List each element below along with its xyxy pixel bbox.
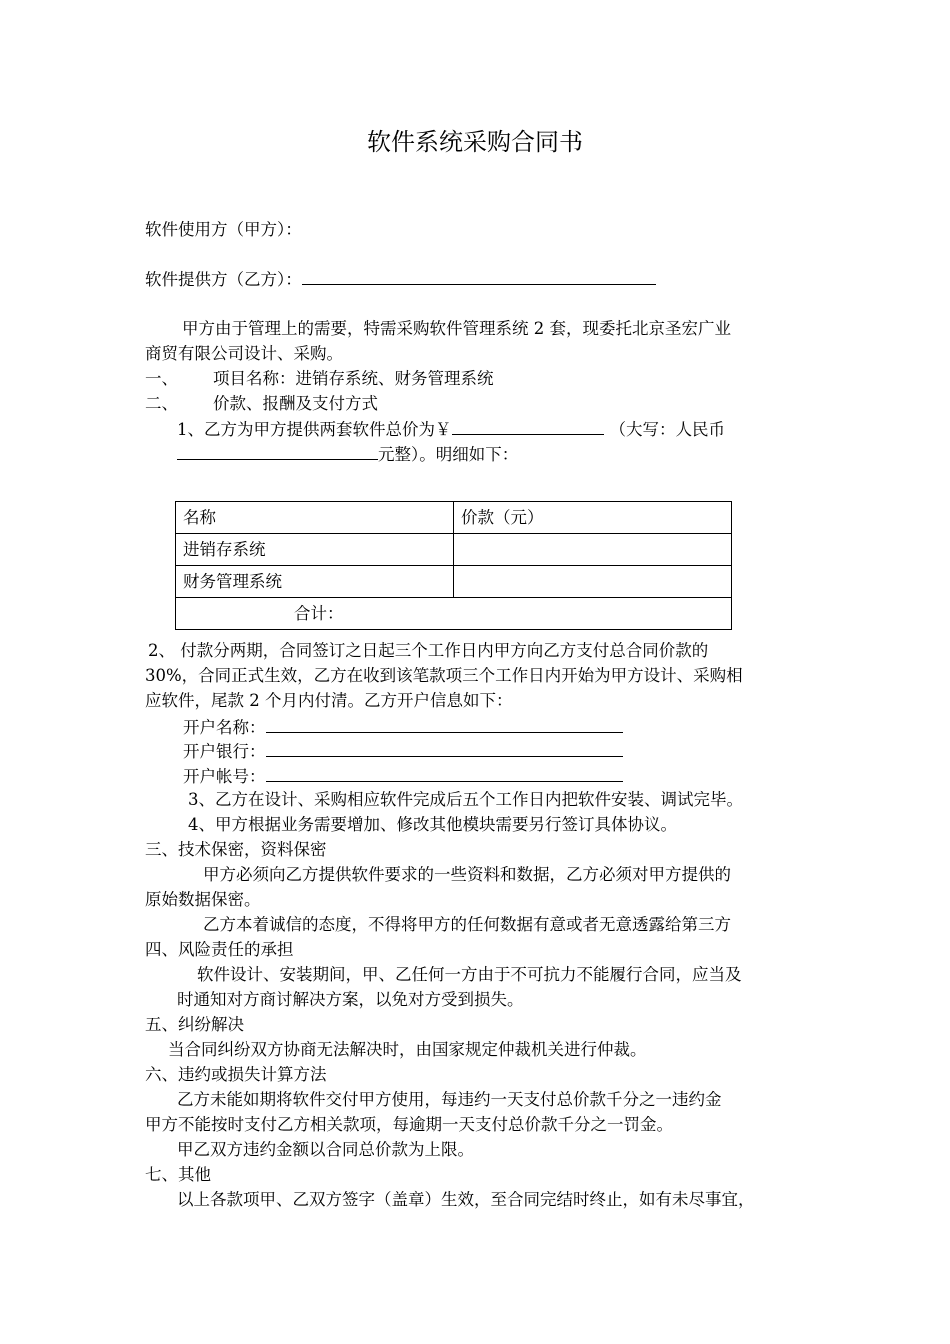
account-bank-label: 开户银行： xyxy=(183,742,266,761)
table-row xyxy=(176,534,732,566)
section-2-heading: 价款、报酬及支付方式 xyxy=(213,394,378,413)
clause-4: 4、甲方根据业务需要增加、修改其他模块需要另行签订具体协议。 xyxy=(188,815,677,834)
account-name-line xyxy=(183,715,623,739)
section-7-heading: 七、其他 xyxy=(145,1165,211,1184)
party-b-label: 软件提供方（乙方）： xyxy=(145,270,302,289)
table-header-name: 名称 xyxy=(176,502,454,534)
price-blank xyxy=(452,417,604,435)
payment-line-1: 2、 付款分两期，合同签订之日起三个工作日内甲方向乙方支付总合同价款的 xyxy=(148,641,709,660)
section-1-number: 一、 xyxy=(145,369,178,388)
party-b-line xyxy=(145,267,656,291)
payment-line-2: 30%，合同正式生效，乙方在收到该笔款项三个工作日内开始为甲方设计、采购相 xyxy=(145,666,743,685)
account-name-blank xyxy=(266,715,623,733)
uppercase-amount-blank xyxy=(177,442,378,460)
price-uppercase-label: （大写：人民币 xyxy=(609,420,725,439)
section-6-line-2: 甲方不能按时支付乙方相关款项，每逾期一天支付总价款千分之一罚金。 xyxy=(145,1115,673,1134)
section-3-heading: 三、技术保密，资料保密 xyxy=(145,840,327,859)
intro-line-2: 商贸有限公司设计、采购。 xyxy=(145,344,343,363)
table-cell-name: 财务管理系统 xyxy=(176,566,454,598)
section-3-line-2: 原始数据保密。 xyxy=(145,890,261,909)
account-number-blank xyxy=(266,764,623,782)
table-total-row xyxy=(176,598,732,630)
page-title: 软件系统采购合同书 xyxy=(367,128,583,156)
table-cell-name: 进销存系统 xyxy=(176,534,454,566)
clause-3: 3、乙方在设计、采购相应软件完成后五个工作日内把软件安装、调试完毕。 xyxy=(188,790,743,809)
section-2-number: 二、 xyxy=(145,394,178,413)
account-name-label: 开户名称： xyxy=(183,718,266,737)
section-4-line-1: 软件设计、安装期间，甲、乙任何一方由于不可抗力不能履行合同，应当及 xyxy=(197,965,742,984)
intro-line-1: 甲方由于管理上的需要，特需采购软件管理系统 2 套，现委托北京圣宏广业 xyxy=(182,319,731,338)
table-total-label: 合计： xyxy=(176,598,732,630)
account-bank-blank xyxy=(266,739,623,757)
section-4-line-2: 时通知对方商讨解决方案，以免对方受到损失。 xyxy=(177,990,524,1009)
price-detail-text: 元整）。明细如下： xyxy=(378,445,519,464)
account-number-line xyxy=(183,764,623,788)
section-6-line-1: 乙方未能如期将软件交付甲方使用，每违约一天支付总价款千分之一违约金 xyxy=(177,1090,722,1109)
table-header-row xyxy=(176,502,732,534)
section-6-line-3: 甲乙双方违约金额以合同总价款为上限。 xyxy=(177,1140,474,1159)
table-header-price: 价款（元） xyxy=(454,502,732,534)
account-bank-line xyxy=(183,739,623,763)
price-line-2 xyxy=(177,442,518,466)
section-3-line-3: 乙方本着诚信的态度，不得将甲方的任何数据有意或者无意透露给第三方 xyxy=(203,915,731,934)
account-number-label: 开户帐号： xyxy=(183,767,266,786)
section-6-heading: 六、违约或损失计算方法 xyxy=(145,1065,327,1084)
party-a-label: 软件使用方（甲方）： xyxy=(145,220,302,239)
party-a-line xyxy=(145,219,302,241)
table-cell-price xyxy=(454,534,732,566)
table-cell-price xyxy=(454,566,732,598)
section-5-line-1: 当合同纠纷双方协商无法解决时，由国家规定仲裁机关进行仲裁。 xyxy=(168,1040,647,1059)
section-4-heading: 四、风险责任的承担 xyxy=(145,940,294,959)
price-text: 1、乙方为甲方提供两套软件总价为￥ xyxy=(177,420,452,439)
section-5-heading: 五、纠纷解决 xyxy=(145,1015,244,1034)
payment-line-3: 应软件，尾款 2 个月内付清。乙方开户信息如下： xyxy=(145,691,513,710)
table-row xyxy=(176,566,732,598)
section-1-heading: 项目名称：进销存系统、财务管理系统 xyxy=(213,369,494,388)
section-7-line-1: 以上各款项甲、乙双方签字（盖章）生效，至合同完结时终止，如有未尽事宜， xyxy=(177,1190,755,1209)
section-3-line-1: 甲方必须向乙方提供软件要求的一些资料和数据，乙方必须对甲方提供的 xyxy=(203,865,731,884)
price-line xyxy=(177,417,725,441)
price-table xyxy=(175,501,732,630)
party-b-blank xyxy=(302,267,656,285)
